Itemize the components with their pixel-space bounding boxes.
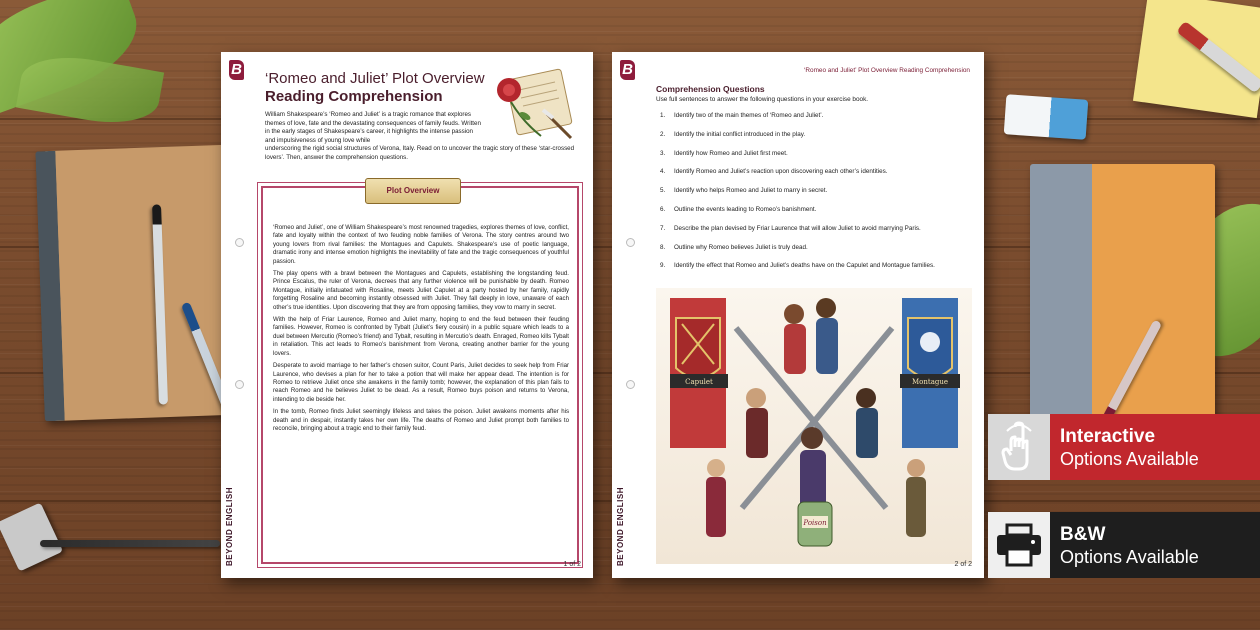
page-number: 2 of 2	[954, 561, 972, 568]
question-item: 9. Identify the effect that Romeo and Juliet’s deaths have on the Capulet and Montague families.	[660, 262, 935, 270]
punch-hole	[626, 238, 635, 247]
side-brand: BEYOND ENGLISH	[225, 486, 234, 566]
question-item: 6. Outline the events leading to Romeo’s banishment.	[660, 205, 817, 213]
worksheet-page-2	[612, 52, 984, 578]
montague-label: Montague	[911, 378, 949, 386]
question-list	[660, 112, 972, 281]
intro-text-continued: underscoring the rigid social structures of Verona, Italy. Read on to uncover the tragic story of these ‘star-crossed lovers’. Then, answer the comprehension questions.	[265, 145, 575, 161]
question-item: 7. Describe the plan devised by Friar Laurence that will allow Juliet to avoid marrying Paris.	[660, 224, 921, 232]
printer-icon-box	[988, 512, 1050, 578]
worksheet-title: ‘Romeo and Juliet’ Plot Overview	[265, 70, 485, 87]
interactive-badge-title: Interactive	[1060, 425, 1156, 447]
characters-illustration	[656, 288, 972, 564]
worksheet-subtitle: Reading Comprehension	[265, 88, 443, 105]
plot-overview-banner: Plot Overview	[365, 178, 461, 204]
pencil	[40, 540, 220, 547]
question-item: 5. Identify who helps Romeo and Juliet to marry in secret.	[660, 187, 828, 195]
running-header: ‘Romeo and Juliet’ Plot Overview Reading Comprehension	[803, 67, 970, 74]
punch-hole	[235, 380, 244, 389]
plot-paragraph: With the help of Friar Laurence, Romeo and Juliet marry, hoping to end the feud between their feuding families. However, Romeo is confronted by Tybalt (Juliet’s fiery cousin) in a public square which leads to a duel between Mercutio (Romeo’s friend) and Tybalt, resulting in Mercutio’s death. Enraged, Romeo kills Tybalt in retaliation. This act leads to Romeo’s banishment from Verona, creating another barrier for the young lovers.	[273, 316, 569, 357]
worksheet-page-1	[221, 52, 593, 578]
punch-hole	[235, 238, 244, 247]
capulet-shield	[676, 318, 720, 378]
plot-overview-text	[273, 224, 569, 437]
notebook-left	[35, 145, 239, 422]
brand-logo: B	[620, 60, 635, 80]
instructions: Use full sentences to answer the following questions in your exercise book.	[656, 96, 869, 103]
interactive-badge	[988, 414, 1260, 480]
poison-label: Poison	[803, 519, 827, 527]
interactive-badge-subtitle: Options Available	[1060, 448, 1199, 469]
question-item: 8. Outline why Romeo believes Juliet is truly dead.	[660, 243, 808, 251]
eraser	[1004, 94, 1089, 140]
bw-badge-subtitle: Options Available	[1060, 546, 1199, 567]
side-brand: BEYOND ENGLISH	[616, 486, 625, 566]
brand-logo: B	[229, 60, 244, 80]
pencil-sharpener	[0, 502, 63, 571]
capulet-label: Capulet	[685, 378, 713, 386]
bw-badge-title: B&W	[1060, 523, 1106, 545]
bw-badge	[988, 512, 1260, 578]
scroll-rose-illustration	[489, 66, 579, 146]
plot-paragraph: ‘Romeo and Juliet’, one of William Shakespeare’s most renowned tragedies, explores themes of love, conflict, fate and loyalty within the context of two feuding noble families of Verona. The story centres around two young lovers from rival families: the Montagues and Capulets. Shakespeare’s use of poetic language, dramatic irony and intense emotion highlights the inevitability of fate and the tragic consequences of youthful passion.	[273, 224, 569, 265]
intro-text: William Shakespeare’s ‘Romeo and Juliet’ is a tragic romance that explores themes of love, fate and the devastating consequences of family feuds. Written in the early stages of Shakespeare’s career, it highlights the intense passion and impulsiveness of young love while	[265, 111, 481, 144]
section-title: Comprehension Questions	[656, 84, 765, 94]
plot-paragraph: Desperate to avoid marriage to her father’s chosen suitor, Count Paris, Juliet decides to seek help from Friar Laurence, who devises a plan for her to take a potion that will make her appear dead. The intention is for Romeo to retrieve Juliet once she awakens in the family tomb; however, the explanation of this plan fails to reach Romeo and he believes Juliet to be dead. As a result, Romeo buys poison and returns to Verona, intending to die beside her.	[273, 362, 569, 403]
sticky-note	[1133, 0, 1260, 118]
question-item: 1. Identify two of the main themes of ‘Romeo and Juliet’.	[660, 112, 824, 119]
punch-hole	[626, 380, 635, 389]
plot-paragraph: In the tomb, Romeo finds Juliet seemingly lifeless and takes the poison. Juliet awakens moments after his death and in despair, instantly takes her own life. The deaths of Romeo and Juliet prompt both families to reconcile, bringing about a tragic end to their family feud.	[273, 408, 569, 432]
touch-icon-box	[988, 414, 1050, 480]
touch-hand-icon	[999, 421, 1039, 473]
interactive-badge-text	[1050, 414, 1260, 480]
plot-paragraph: The play opens with a brawl between the Montagues and Capulets, establishing the longstanding feud. Prince Escalus, the ruler of Verona, decrees that any further violence will be punishable by death. Romeo Montague, initially infatuated with Rosaline, meets Juliet Capulet at a party hosted by her family, rapidly forgetting Rosaline and becoming instantly obsessed with Juliet. They fall deeply in love, unaware of each other’s true identities. Upon discovering that they are from opposing families, they vow to marry in secret.	[273, 270, 569, 311]
question-item: 2. Identify the initial conflict introduced in the play.	[660, 130, 806, 138]
page-number: 1 of 2	[563, 561, 581, 568]
question-item: 4. Identify Romeo and Juliet’s reaction upon discovering each other’s identities.	[660, 168, 888, 176]
question-item: 3. Identify how Romeo and Juliet first meet.	[660, 149, 788, 157]
printer-icon	[995, 523, 1043, 567]
bw-badge-text	[1050, 512, 1260, 578]
